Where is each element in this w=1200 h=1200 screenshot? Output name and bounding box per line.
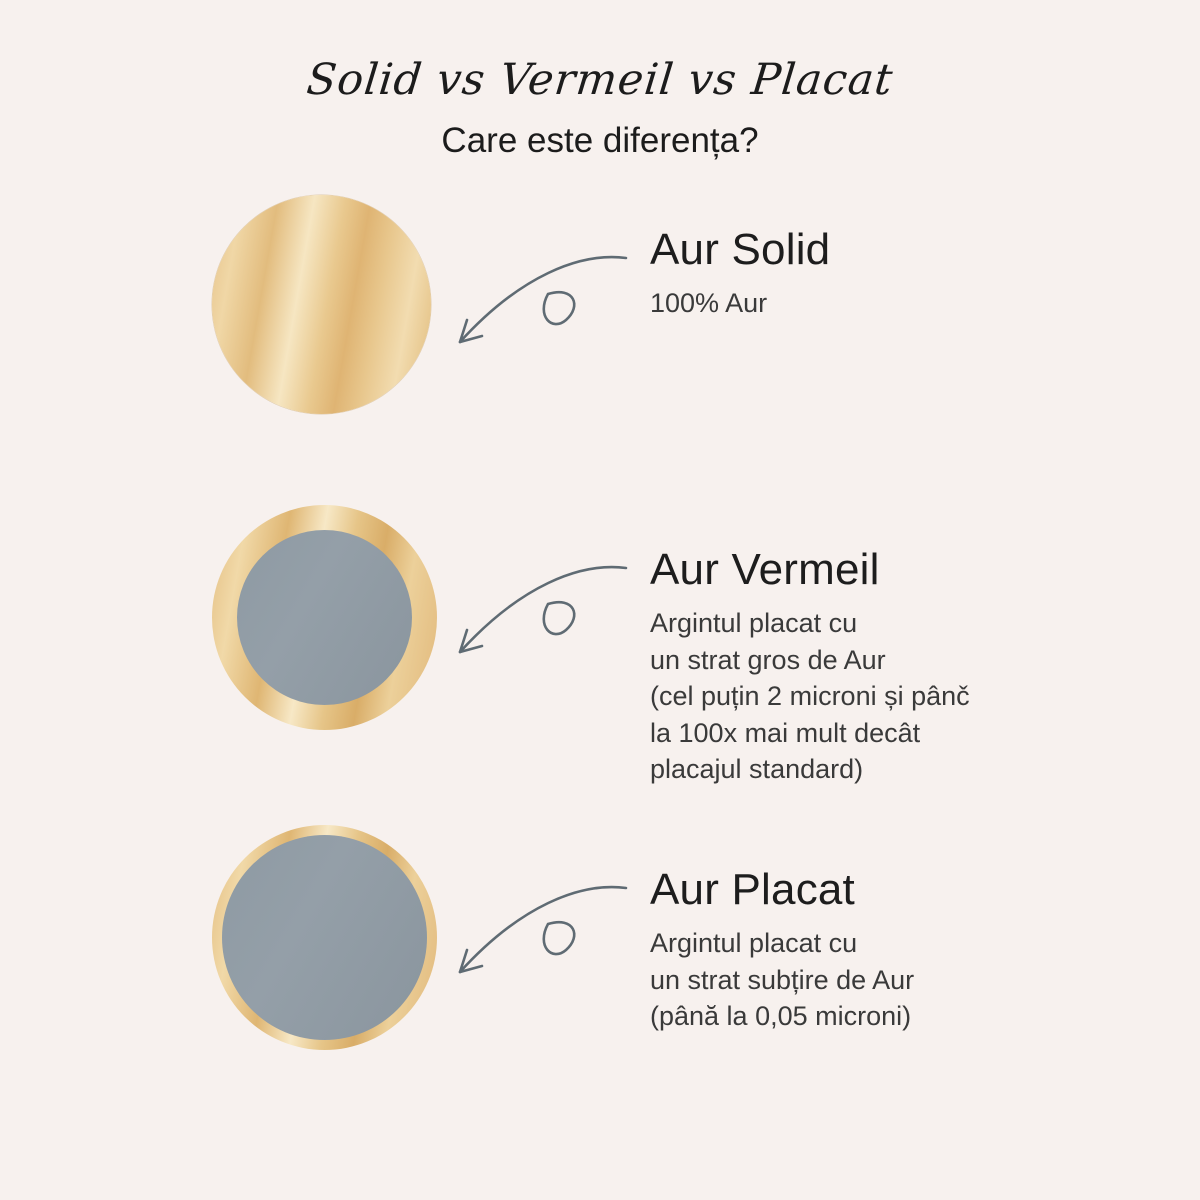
gold-ring-thick-icon	[212, 505, 437, 730]
label-aur-solid: Aur Solid	[650, 225, 831, 274]
arrow-icon-solid	[430, 250, 630, 370]
desc-line: la 100x mai mult decât	[650, 717, 921, 748]
silver-core-icon	[237, 530, 412, 705]
page-subtitle: Care este diferența?	[441, 121, 759, 160]
header	[0, 0, 1200, 161]
desc-line: 100% Aur	[650, 288, 768, 319]
desc-aur-vermeil	[650, 605, 970, 787]
swatch-aur-solid	[212, 195, 431, 414]
page-title-script: Solid vs Vermeil vs Placat	[304, 55, 896, 105]
desc-aur-placat	[650, 925, 914, 1034]
textblock-aur-placat	[650, 867, 914, 1035]
desc-line: (până la 0,05 microni)	[650, 1001, 912, 1032]
label-aur-vermeil: Aur Vermeil	[650, 545, 880, 594]
desc-line: un strat gros de Aur	[650, 644, 886, 675]
desc-line: Argintul placat cu	[650, 608, 858, 639]
desc-line: un strat subțire de Aur	[650, 964, 915, 995]
textblock-aur-solid	[650, 227, 830, 322]
silver-core-icon	[222, 835, 427, 1040]
swatch-aur-vermeil	[212, 505, 437, 730]
label-aur-placat: Aur Placat	[650, 865, 855, 914]
desc-line: Argintul placat cu	[650, 928, 858, 959]
solid-gold-disc-icon	[212, 195, 431, 414]
swatch-aur-placat	[212, 825, 437, 1050]
desc-line: (cel puțin 2 microni și pânč	[650, 681, 970, 712]
desc-aur-solid	[650, 285, 830, 321]
desc-line: placajul standard)	[650, 753, 864, 784]
arrow-icon-placat	[430, 880, 630, 1000]
arrow-icon-vermeil	[430, 560, 630, 680]
gold-ring-thin-icon	[212, 825, 437, 1050]
textblock-aur-vermeil	[650, 547, 970, 787]
